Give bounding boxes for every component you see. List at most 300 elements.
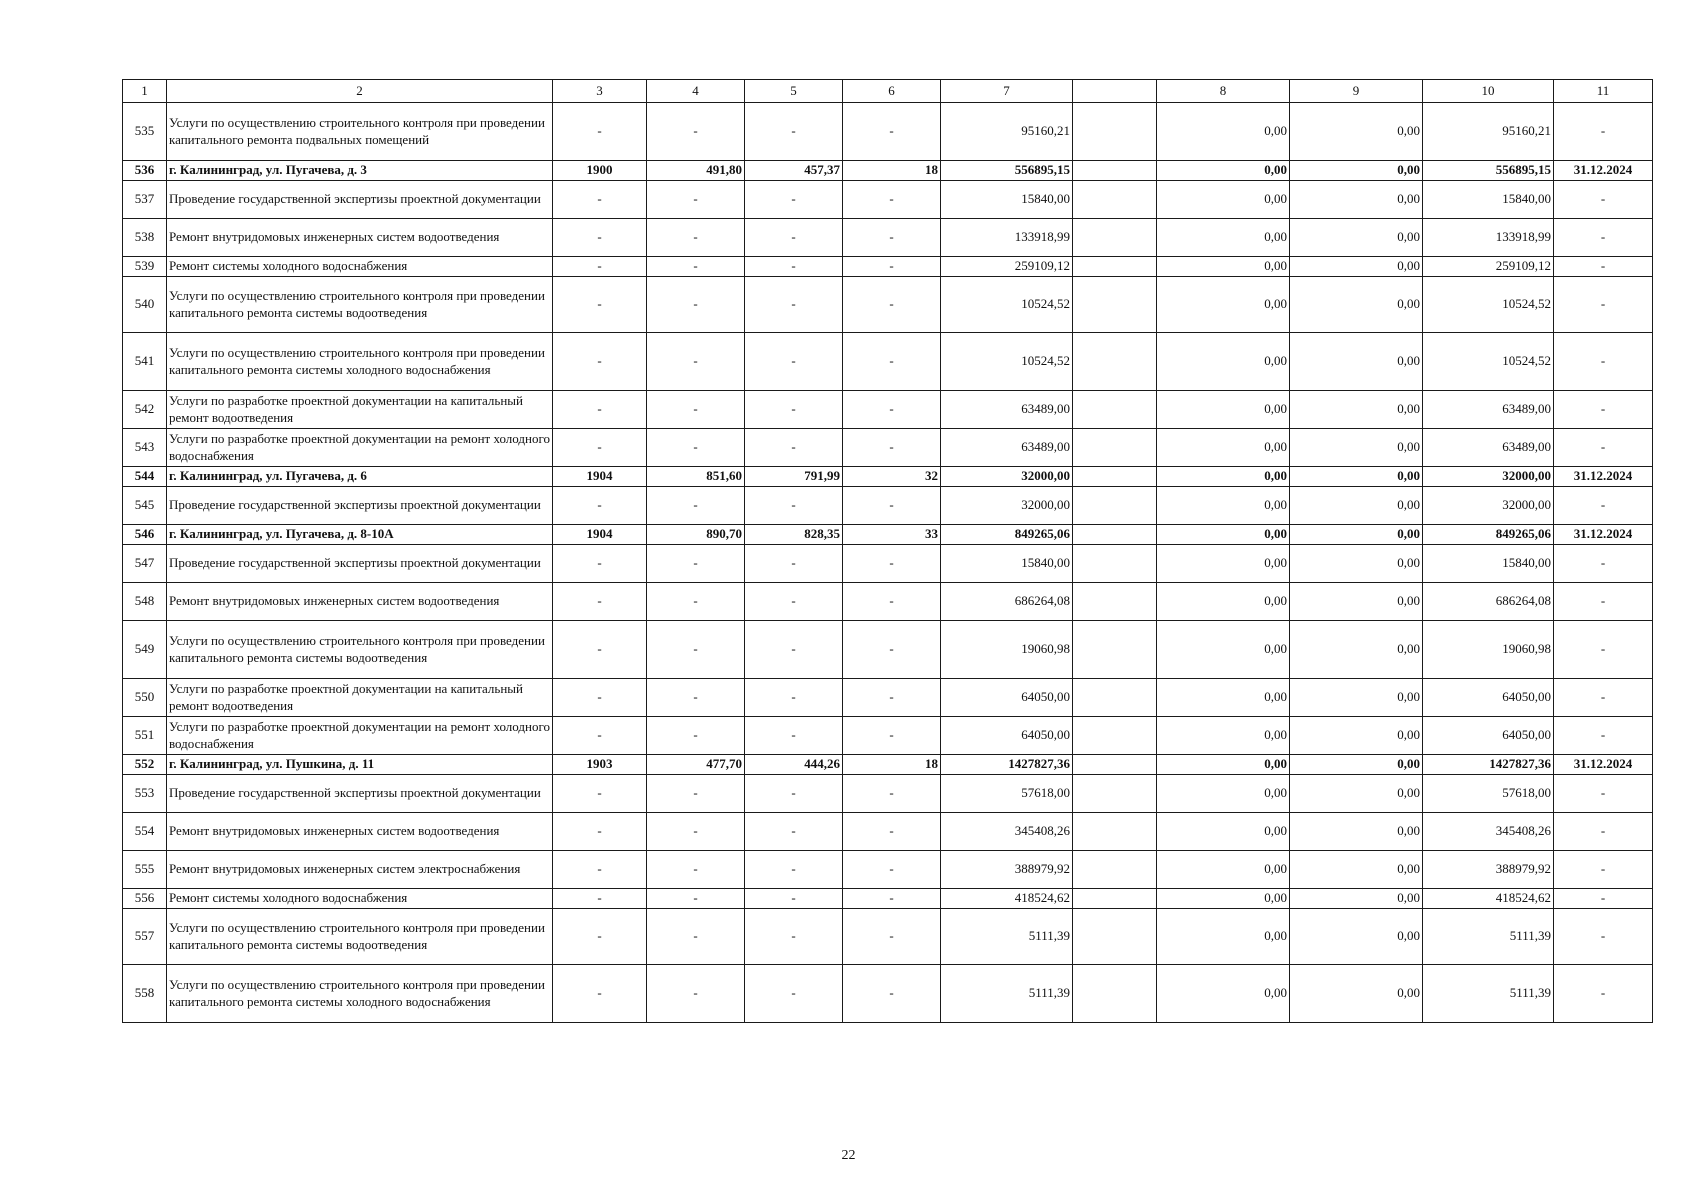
header-cell: 1 [123,80,167,103]
completion-date: - [1554,965,1653,1023]
build-year: - [553,679,647,717]
table-body [123,80,1653,1023]
living-area: - [745,181,843,219]
cost-col-9: 0,00 [1290,219,1423,257]
cost-col-8: 0,00 [1157,103,1290,161]
completion-date: - [1554,679,1653,717]
row-description: Услуги по разработке проектной документации на капитальный ремонт водоотведения [167,391,553,429]
row-description: Ремонт системы холодного водоснабжения [167,889,553,909]
residents-count: 18 [843,755,941,775]
row-number: 536 [123,161,167,181]
row-number: 545 [123,487,167,525]
table-row [123,219,1653,257]
row-description: г. Калининград, ул. Пугачева, д. 3 [167,161,553,181]
cost-col-10: 388979,92 [1423,851,1554,889]
blank-cell [1073,257,1157,277]
cost-col-10: 5111,39 [1423,965,1554,1023]
total-area: - [647,487,745,525]
cost-col-8: 0,00 [1157,219,1290,257]
residents-count: - [843,219,941,257]
row-number: 541 [123,333,167,391]
table-row [123,775,1653,813]
row-number: 544 [123,467,167,487]
total-area: - [647,679,745,717]
header-cell: 3 [553,80,647,103]
blank-cell [1073,277,1157,333]
residents-count: - [843,909,941,965]
row-description: Ремонт внутридомовых инженерных систем электроснабжения [167,851,553,889]
completion-date: - [1554,257,1653,277]
cost-total: 32000,00 [941,467,1073,487]
row-description: Услуги по осуществлению строительного контроля при проведении капитального ремонта системы водоотведения [167,909,553,965]
cost-total: 15840,00 [941,181,1073,219]
cost-col-9: 0,00 [1290,545,1423,583]
residents-count: - [843,391,941,429]
table-row [123,467,1653,487]
cost-col-10: 556895,15 [1423,161,1554,181]
row-number: 549 [123,621,167,679]
total-area: - [647,851,745,889]
cost-total: 418524,62 [941,889,1073,909]
cost-col-9: 0,00 [1290,103,1423,161]
build-year: - [553,545,647,583]
living-area: - [745,775,843,813]
build-year: - [553,583,647,621]
row-number: 557 [123,909,167,965]
cost-col-8: 0,00 [1157,755,1290,775]
residents-count: - [843,277,941,333]
completion-date: - [1554,545,1653,583]
cost-col-8: 0,00 [1157,545,1290,583]
cost-col-9: 0,00 [1290,161,1423,181]
cost-col-9: 0,00 [1290,679,1423,717]
living-area: - [745,257,843,277]
row-description: Услуги по осуществлению строительного контроля при проведении капитального ремонта системы холодного водоснабжения [167,965,553,1023]
cost-total: 15840,00 [941,545,1073,583]
completion-date: - [1554,429,1653,467]
cost-col-8: 0,00 [1157,429,1290,467]
cost-col-10: 418524,62 [1423,889,1554,909]
header-cell: 9 [1290,80,1423,103]
row-number: 555 [123,851,167,889]
row-description: Услуги по осуществлению строительного контроля при проведении капитального ремонта системы холодного водоснабжения [167,333,553,391]
row-description: Услуги по разработке проектной документации на капитальный ремонт водоотведения [167,679,553,717]
total-area: 477,70 [647,755,745,775]
residents-count: 32 [843,467,941,487]
total-area: - [647,909,745,965]
cost-col-9: 0,00 [1290,257,1423,277]
header-cell: 11 [1554,80,1653,103]
cost-col-9: 0,00 [1290,621,1423,679]
residents-count: - [843,429,941,467]
cost-total: 388979,92 [941,851,1073,889]
completion-date: - [1554,583,1653,621]
row-description: Проведение государственной экспертизы проектной документации [167,487,553,525]
build-year: - [553,487,647,525]
build-year: - [553,889,647,909]
completion-date: 31.12.2024 [1554,755,1653,775]
residents-count: - [843,257,941,277]
blank-cell [1073,333,1157,391]
living-area: - [745,333,843,391]
row-description: г. Калининград, ул. Пушкина, д. 11 [167,755,553,775]
row-number: 552 [123,755,167,775]
row-number: 548 [123,583,167,621]
residents-count: - [843,621,941,679]
completion-date: - [1554,889,1653,909]
completion-date: - [1554,219,1653,257]
cost-col-8: 0,00 [1157,525,1290,545]
row-number: 542 [123,391,167,429]
blank-cell [1073,545,1157,583]
header-row [123,80,1653,103]
total-area: - [647,103,745,161]
cost-col-9: 0,00 [1290,965,1423,1023]
blank-cell [1073,219,1157,257]
table-row [123,583,1653,621]
row-description: Проведение государственной экспертизы проектной документации [167,181,553,219]
residents-count: - [843,889,941,909]
cost-col-9: 0,00 [1290,333,1423,391]
cost-col-8: 0,00 [1157,161,1290,181]
living-area: - [745,965,843,1023]
total-area: - [647,181,745,219]
living-area: - [745,103,843,161]
living-area: - [745,621,843,679]
total-area: 890,70 [647,525,745,545]
cost-col-8: 0,00 [1157,775,1290,813]
residents-count: - [843,679,941,717]
row-number: 539 [123,257,167,277]
blank-cell [1073,391,1157,429]
cost-col-10: 32000,00 [1423,487,1554,525]
living-area: 791,99 [745,467,843,487]
residents-count: - [843,583,941,621]
completion-date: - [1554,181,1653,219]
cost-col-9: 0,00 [1290,429,1423,467]
cost-col-10: 19060,98 [1423,621,1554,679]
residents-count: - [843,333,941,391]
blank-cell [1073,429,1157,467]
completion-date: - [1554,775,1653,813]
cost-col-8: 0,00 [1157,467,1290,487]
living-area: - [745,219,843,257]
build-year: - [553,429,647,467]
cost-col-9: 0,00 [1290,277,1423,333]
row-number: 551 [123,717,167,755]
living-area: 444,26 [745,755,843,775]
cost-col-10: 10524,52 [1423,277,1554,333]
total-area: - [647,277,745,333]
cost-col-8: 0,00 [1157,889,1290,909]
blank-cell [1073,487,1157,525]
table-row [123,103,1653,161]
cost-col-9: 0,00 [1290,889,1423,909]
cost-col-8: 0,00 [1157,621,1290,679]
total-area: - [647,813,745,851]
build-year: - [553,851,647,889]
residents-count: - [843,813,941,851]
total-area: - [647,621,745,679]
cost-total: 1427827,36 [941,755,1073,775]
completion-date: - [1554,487,1653,525]
build-year: - [553,813,647,851]
cost-col-10: 63489,00 [1423,429,1554,467]
cost-col-10: 5111,39 [1423,909,1554,965]
table-row [123,851,1653,889]
blank-cell [1073,965,1157,1023]
table-row [123,257,1653,277]
cost-col-10: 95160,21 [1423,103,1554,161]
completion-date: - [1554,391,1653,429]
cost-col-9: 0,00 [1290,467,1423,487]
cost-col-10: 1427827,36 [1423,755,1554,775]
blank-cell [1073,775,1157,813]
table-row [123,965,1653,1023]
cost-col-10: 345408,26 [1423,813,1554,851]
header-cell: 5 [745,80,843,103]
completion-date: - [1554,333,1653,391]
build-year: - [553,391,647,429]
table-row [123,277,1653,333]
cost-col-9: 0,00 [1290,583,1423,621]
blank-cell [1073,181,1157,219]
row-number: 543 [123,429,167,467]
residents-count: - [843,851,941,889]
total-area: - [647,545,745,583]
blank-cell [1073,621,1157,679]
header-cell: 8 [1157,80,1290,103]
build-year: - [553,103,647,161]
header-cell: 10 [1423,80,1554,103]
living-area: - [745,717,843,755]
total-area: - [647,583,745,621]
cost-total: 5111,39 [941,965,1073,1023]
build-year: - [553,257,647,277]
cost-col-8: 0,00 [1157,487,1290,525]
header-cell: 4 [647,80,745,103]
total-area: - [647,889,745,909]
living-area: - [745,813,843,851]
cost-total: 95160,21 [941,103,1073,161]
completion-date: - [1554,103,1653,161]
total-area: - [647,429,745,467]
table-row [123,621,1653,679]
cost-col-8: 0,00 [1157,965,1290,1023]
row-number: 538 [123,219,167,257]
row-description: г. Калининград, ул. Пугачева, д. 6 [167,467,553,487]
total-area: - [647,965,745,1023]
cost-col-10: 64050,00 [1423,679,1554,717]
cost-total: 63489,00 [941,429,1073,467]
table-row [123,391,1653,429]
residents-count: - [843,965,941,1023]
table-row [123,909,1653,965]
cost-col-10: 259109,12 [1423,257,1554,277]
row-number: 540 [123,277,167,333]
cost-col-8: 0,00 [1157,583,1290,621]
table-row [123,161,1653,181]
living-area: - [745,487,843,525]
cost-col-10: 15840,00 [1423,545,1554,583]
total-area: 491,80 [647,161,745,181]
row-number: 550 [123,679,167,717]
blank-cell [1073,583,1157,621]
total-area: - [647,775,745,813]
cost-total: 556895,15 [941,161,1073,181]
cost-col-9: 0,00 [1290,525,1423,545]
blank-cell [1073,909,1157,965]
cost-col-9: 0,00 [1290,775,1423,813]
row-number: 553 [123,775,167,813]
blank-cell [1073,755,1157,775]
cost-col-9: 0,00 [1290,909,1423,965]
build-year: - [553,181,647,219]
completion-date: - [1554,909,1653,965]
cost-col-9: 0,00 [1290,391,1423,429]
residents-count: - [843,775,941,813]
table-row [123,717,1653,755]
header-cell [1073,80,1157,103]
cost-col-10: 10524,52 [1423,333,1554,391]
total-area: - [647,717,745,755]
completion-date: - [1554,277,1653,333]
table-row [123,487,1653,525]
build-year: 1904 [553,525,647,545]
residents-count: - [843,181,941,219]
residents-count: - [843,545,941,583]
row-description: Ремонт внутридомовых инженерных систем водоотведения [167,219,553,257]
residents-count: 33 [843,525,941,545]
page-number: 22 [841,1148,856,1163]
table-row [123,429,1653,467]
residents-count: 18 [843,161,941,181]
cost-total: 10524,52 [941,277,1073,333]
cost-total: 64050,00 [941,679,1073,717]
table-row [123,181,1653,219]
cost-col-9: 0,00 [1290,851,1423,889]
row-description: Проведение государственной экспертизы проектной документации [167,775,553,813]
living-area: - [745,429,843,467]
cost-col-10: 57618,00 [1423,775,1554,813]
header-cell: 6 [843,80,941,103]
cost-col-8: 0,00 [1157,277,1290,333]
row-number: 535 [123,103,167,161]
cost-col-10: 64050,00 [1423,717,1554,755]
build-year: - [553,717,647,755]
cost-col-9: 0,00 [1290,181,1423,219]
cost-total: 63489,00 [941,391,1073,429]
build-year: - [553,909,647,965]
row-number: 547 [123,545,167,583]
cost-col-10: 849265,06 [1423,525,1554,545]
living-area: - [745,391,843,429]
cost-total: 849265,06 [941,525,1073,545]
works-table [122,79,1653,1023]
build-year: - [553,219,647,257]
blank-cell [1073,717,1157,755]
cost-col-9: 0,00 [1290,755,1423,775]
row-description: Ремонт внутридомовых инженерных систем водоотведения [167,813,553,851]
living-area: - [745,909,843,965]
living-area: - [745,545,843,583]
completion-date: - [1554,851,1653,889]
blank-cell [1073,103,1157,161]
blank-cell [1073,467,1157,487]
living-area: 828,35 [745,525,843,545]
cost-col-8: 0,00 [1157,679,1290,717]
cost-col-9: 0,00 [1290,487,1423,525]
table-row [123,545,1653,583]
cost-col-10: 686264,08 [1423,583,1554,621]
row-description: Ремонт внутридомовых инженерных систем водоотведения [167,583,553,621]
total-area: 851,60 [647,467,745,487]
build-year: - [553,621,647,679]
cost-total: 259109,12 [941,257,1073,277]
completion-date: - [1554,813,1653,851]
living-area: - [745,679,843,717]
blank-cell [1073,851,1157,889]
row-description: Услуги по осуществлению строительного контроля при проведении капитального ремонта системы водоотведения [167,277,553,333]
blank-cell [1073,161,1157,181]
table-row [123,755,1653,775]
header-cell: 7 [941,80,1073,103]
cost-col-8: 0,00 [1157,391,1290,429]
row-description: г. Калининград, ул. Пугачева, д. 8-10А [167,525,553,545]
cost-col-10: 63489,00 [1423,391,1554,429]
cost-col-8: 0,00 [1157,717,1290,755]
total-area: - [647,333,745,391]
build-year: - [553,775,647,813]
living-area: - [745,583,843,621]
table-row [123,679,1653,717]
cost-total: 5111,39 [941,909,1073,965]
living-area: 457,37 [745,161,843,181]
completion-date: 31.12.2024 [1554,467,1653,487]
build-year: - [553,277,647,333]
row-description: Ремонт системы холодного водоснабжения [167,257,553,277]
completion-date: 31.12.2024 [1554,525,1653,545]
cost-col-8: 0,00 [1157,909,1290,965]
cost-col-8: 0,00 [1157,813,1290,851]
row-number: 537 [123,181,167,219]
blank-cell [1073,525,1157,545]
row-description: Услуги по разработке проектной документации на ремонт холодного водоснабжения [167,717,553,755]
blank-cell [1073,889,1157,909]
cost-total: 686264,08 [941,583,1073,621]
residents-count: - [843,487,941,525]
residents-count: - [843,717,941,755]
cost-col-8: 0,00 [1157,257,1290,277]
row-description: Услуги по осуществлению строительного контроля при проведении капитального ремонта системы водоотведения [167,621,553,679]
total-area: - [647,219,745,257]
build-year: 1903 [553,755,647,775]
build-year: 1904 [553,467,647,487]
row-number: 556 [123,889,167,909]
blank-cell [1073,813,1157,851]
table-row [123,889,1653,909]
living-area: - [745,851,843,889]
row-number: 558 [123,965,167,1023]
table-row [123,525,1653,545]
cost-total: 133918,99 [941,219,1073,257]
residents-count: - [843,103,941,161]
cost-total: 32000,00 [941,487,1073,525]
cost-col-9: 0,00 [1290,813,1423,851]
build-year: - [553,965,647,1023]
build-year: - [553,333,647,391]
build-year: 1900 [553,161,647,181]
